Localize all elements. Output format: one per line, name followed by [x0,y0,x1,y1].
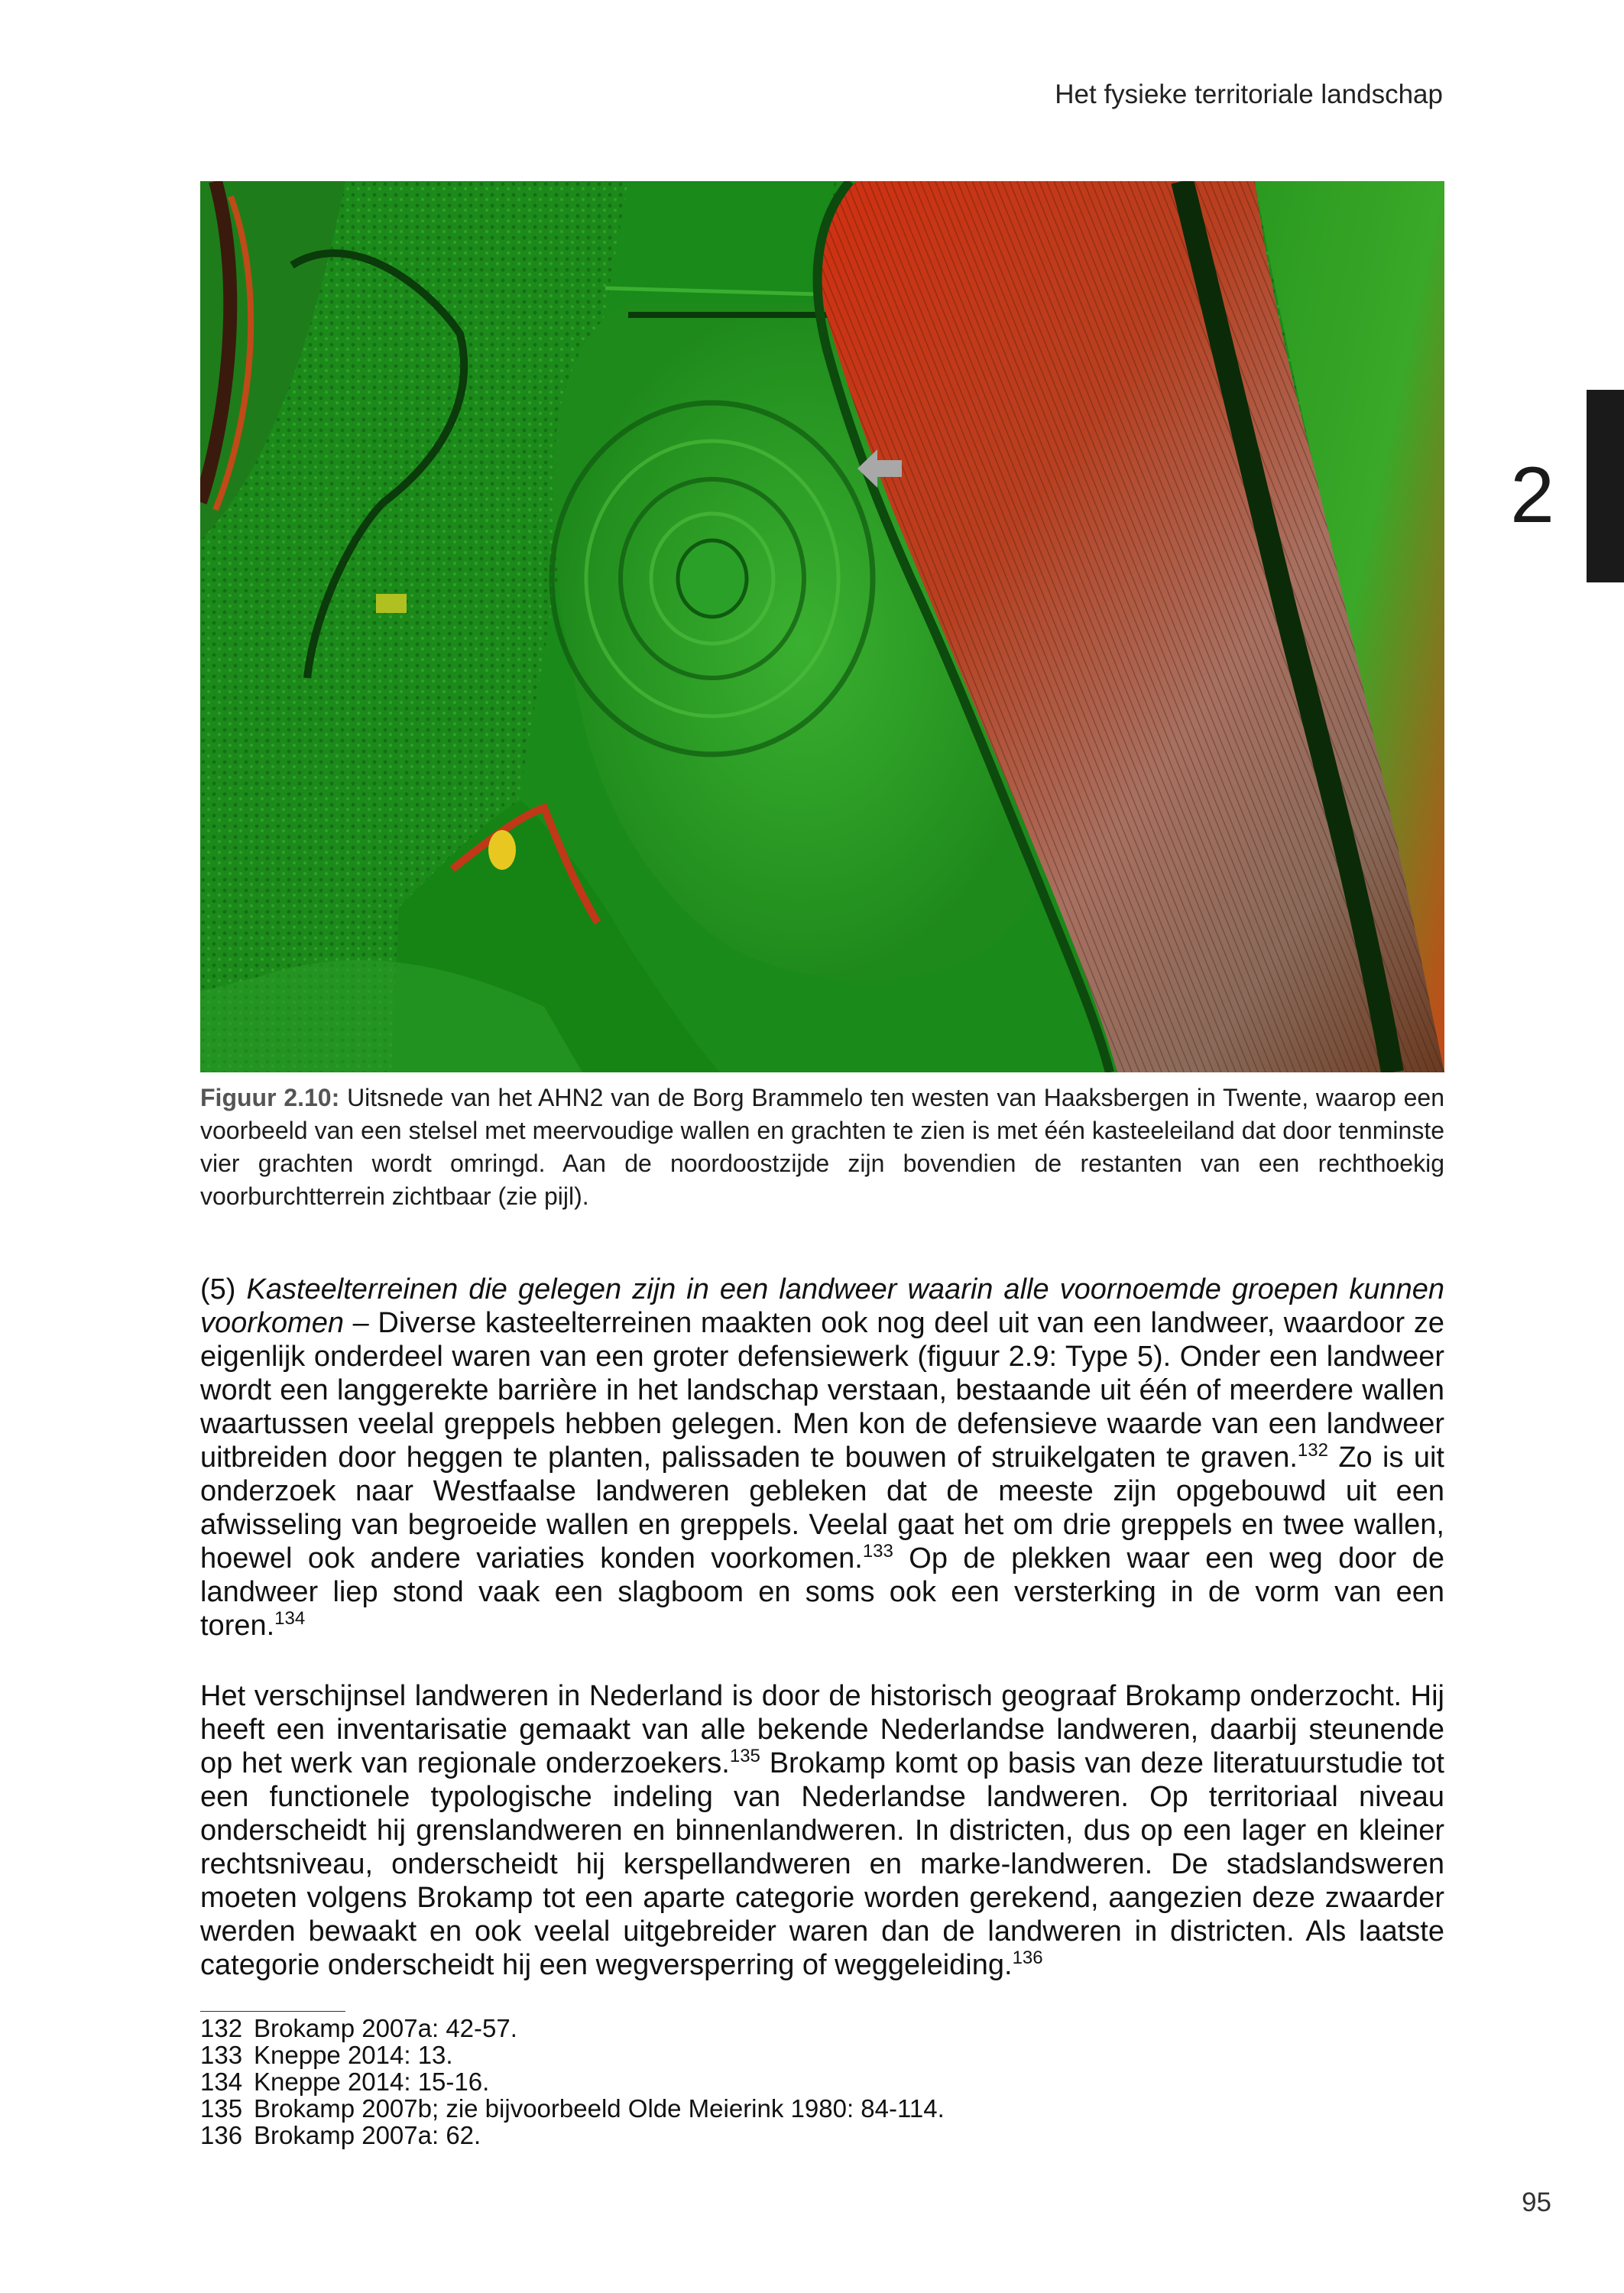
footnote-divider [200,2011,345,2012]
footnote [200,2095,1444,2122]
paragraph-type-5 [200,1273,1444,1643]
chapter-number: 2 [1510,451,1554,540]
page-number: 95 [1522,2188,1551,2217]
paragraph-landweren [200,1679,1444,1982]
ahn2-elevation-map-figure [200,181,1444,1072]
figure-caption-text: Uitsnede van het AHN2 van de Borg Brammelo ten westen van Haaksbergen in Twente, waarop een voorbeeld van een stelsel met meervoudige wallen en grachten te zien is met één kasteeleiland dat door tenminste vier grachten wordt omringd. Aan de noordoostzijde zijn bovendien de restanten van een rechthoekig voorburchtterrein zichtbaar (zie pijl). [200,1084,1445,1210]
figure-caption [200,1082,1444,1213]
footnote [200,2042,1444,2068]
footnote-number: 133 [200,2041,243,2069]
paragraph-italic-heading: Kasteelterreinen die gelegen zijn in een landweer waarin alle voornoemde groepen kunnen voorkomen [200,1273,1445,1339]
yellow-high-spot [488,830,516,870]
running-header: Het fysieke territoriale landschap [1055,79,1443,109]
paragraph-text: – Diverse kasteelterreinen maakten ook nog deel uit van een landweer, waardoor ze eigenlijk onderdeel waren van een groter defensiewerk (figuur 2.9: Type 5). Onder een landweer wordt een langgerekte barrière in het landschap verstaan, bestaande uit één of meerdere wallen waartussen veelal greppels hebben gelegen. Men kon de defensieve waarde van een landweer uitbreiden door heggen te planten, palissaden te bouwen of struikelgaten te graven. [200,1307,1444,1474]
paragraph-text: Op de plekken waar een weg door de landweer liep stond vaak een slagboom en soms ook een versterking in de vorm van een toren. [200,1542,1444,1642]
footnote-number: 135 [200,2094,243,2123]
figure-label: Figuur 2.10: [200,1084,340,1111]
footnote [200,2015,1444,2042]
footnote-text: Kneppe 2014: 15-16. [254,2068,490,2096]
paragraph-text: Het verschijnsel landweren in Nederland is door de historisch geograaf Brokamp onderzocht. Hij heeft een inventarisatie gemaakt van alle bekende Nederlandse landweren, daarbij steunende op het werk van regionale onderzoekers. [200,1680,1444,1779]
footnote-text: Brokamp 2007b; zie bijvoorbeeld Olde Meierink 1980: 84-114. [254,2094,945,2123]
footnote-text: Brokamp 2007a: 62. [254,2121,481,2149]
footnote-ref: 136 [1012,1948,1043,1968]
elevation-map-image [200,181,1444,1072]
footnote-number: 136 [200,2121,243,2149]
footnote-ref: 133 [862,1541,893,1562]
yellow-green-spot [376,594,407,613]
footnote [200,2068,1444,2095]
footnotes [200,2015,1444,2149]
footnote-ref: 132 [1297,1440,1328,1461]
paragraph-number: (5) [200,1273,236,1305]
paragraph-text: Zo is uit onderzoek naar Westfaalse landweren gebleken dat de meeste zijn opgebouwd uit een afwisseling van begroeide wallen en greppels. Veelal gaat het om drie greppels en twee wallen, hoewel ook andere variaties konden voorkomen. [200,1442,1444,1575]
footnote-ref: 135 [729,1746,760,1766]
footnote-text: Brokamp 2007a: 42-57. [254,2014,517,2042]
chapter-tab [1587,390,1624,582]
footnote-text: Kneppe 2014: 13. [254,2041,453,2069]
inner-island [678,540,747,617]
footnote-number: 132 [200,2014,243,2042]
footnote-number: 134 [200,2068,243,2096]
footnote-ref: 134 [274,1608,306,1629]
footnote [200,2122,1444,2149]
paragraph-text: Brokamp komt op basis van deze literatuurstudie tot een functionele typologische indeling van Nederlandse landweren. Op territoriaal niveau onderscheidt hij grenslandweren en binnenlandweren. In districten, dus op een lager en kleiner rechtsniveau, onderscheidt hij kerspellandweren en marke-landweren. De stadslandsweren moeten volgens Brokamp tot een aparte categorie worden gerekend, aangezien deze zwaarder werden bewaakt en ook veelal uitgebreider waren dan de landweren in districten. Als laatste categorie onderscheidt hij een wegversperring of weggeleiding. [200,1747,1444,1981]
